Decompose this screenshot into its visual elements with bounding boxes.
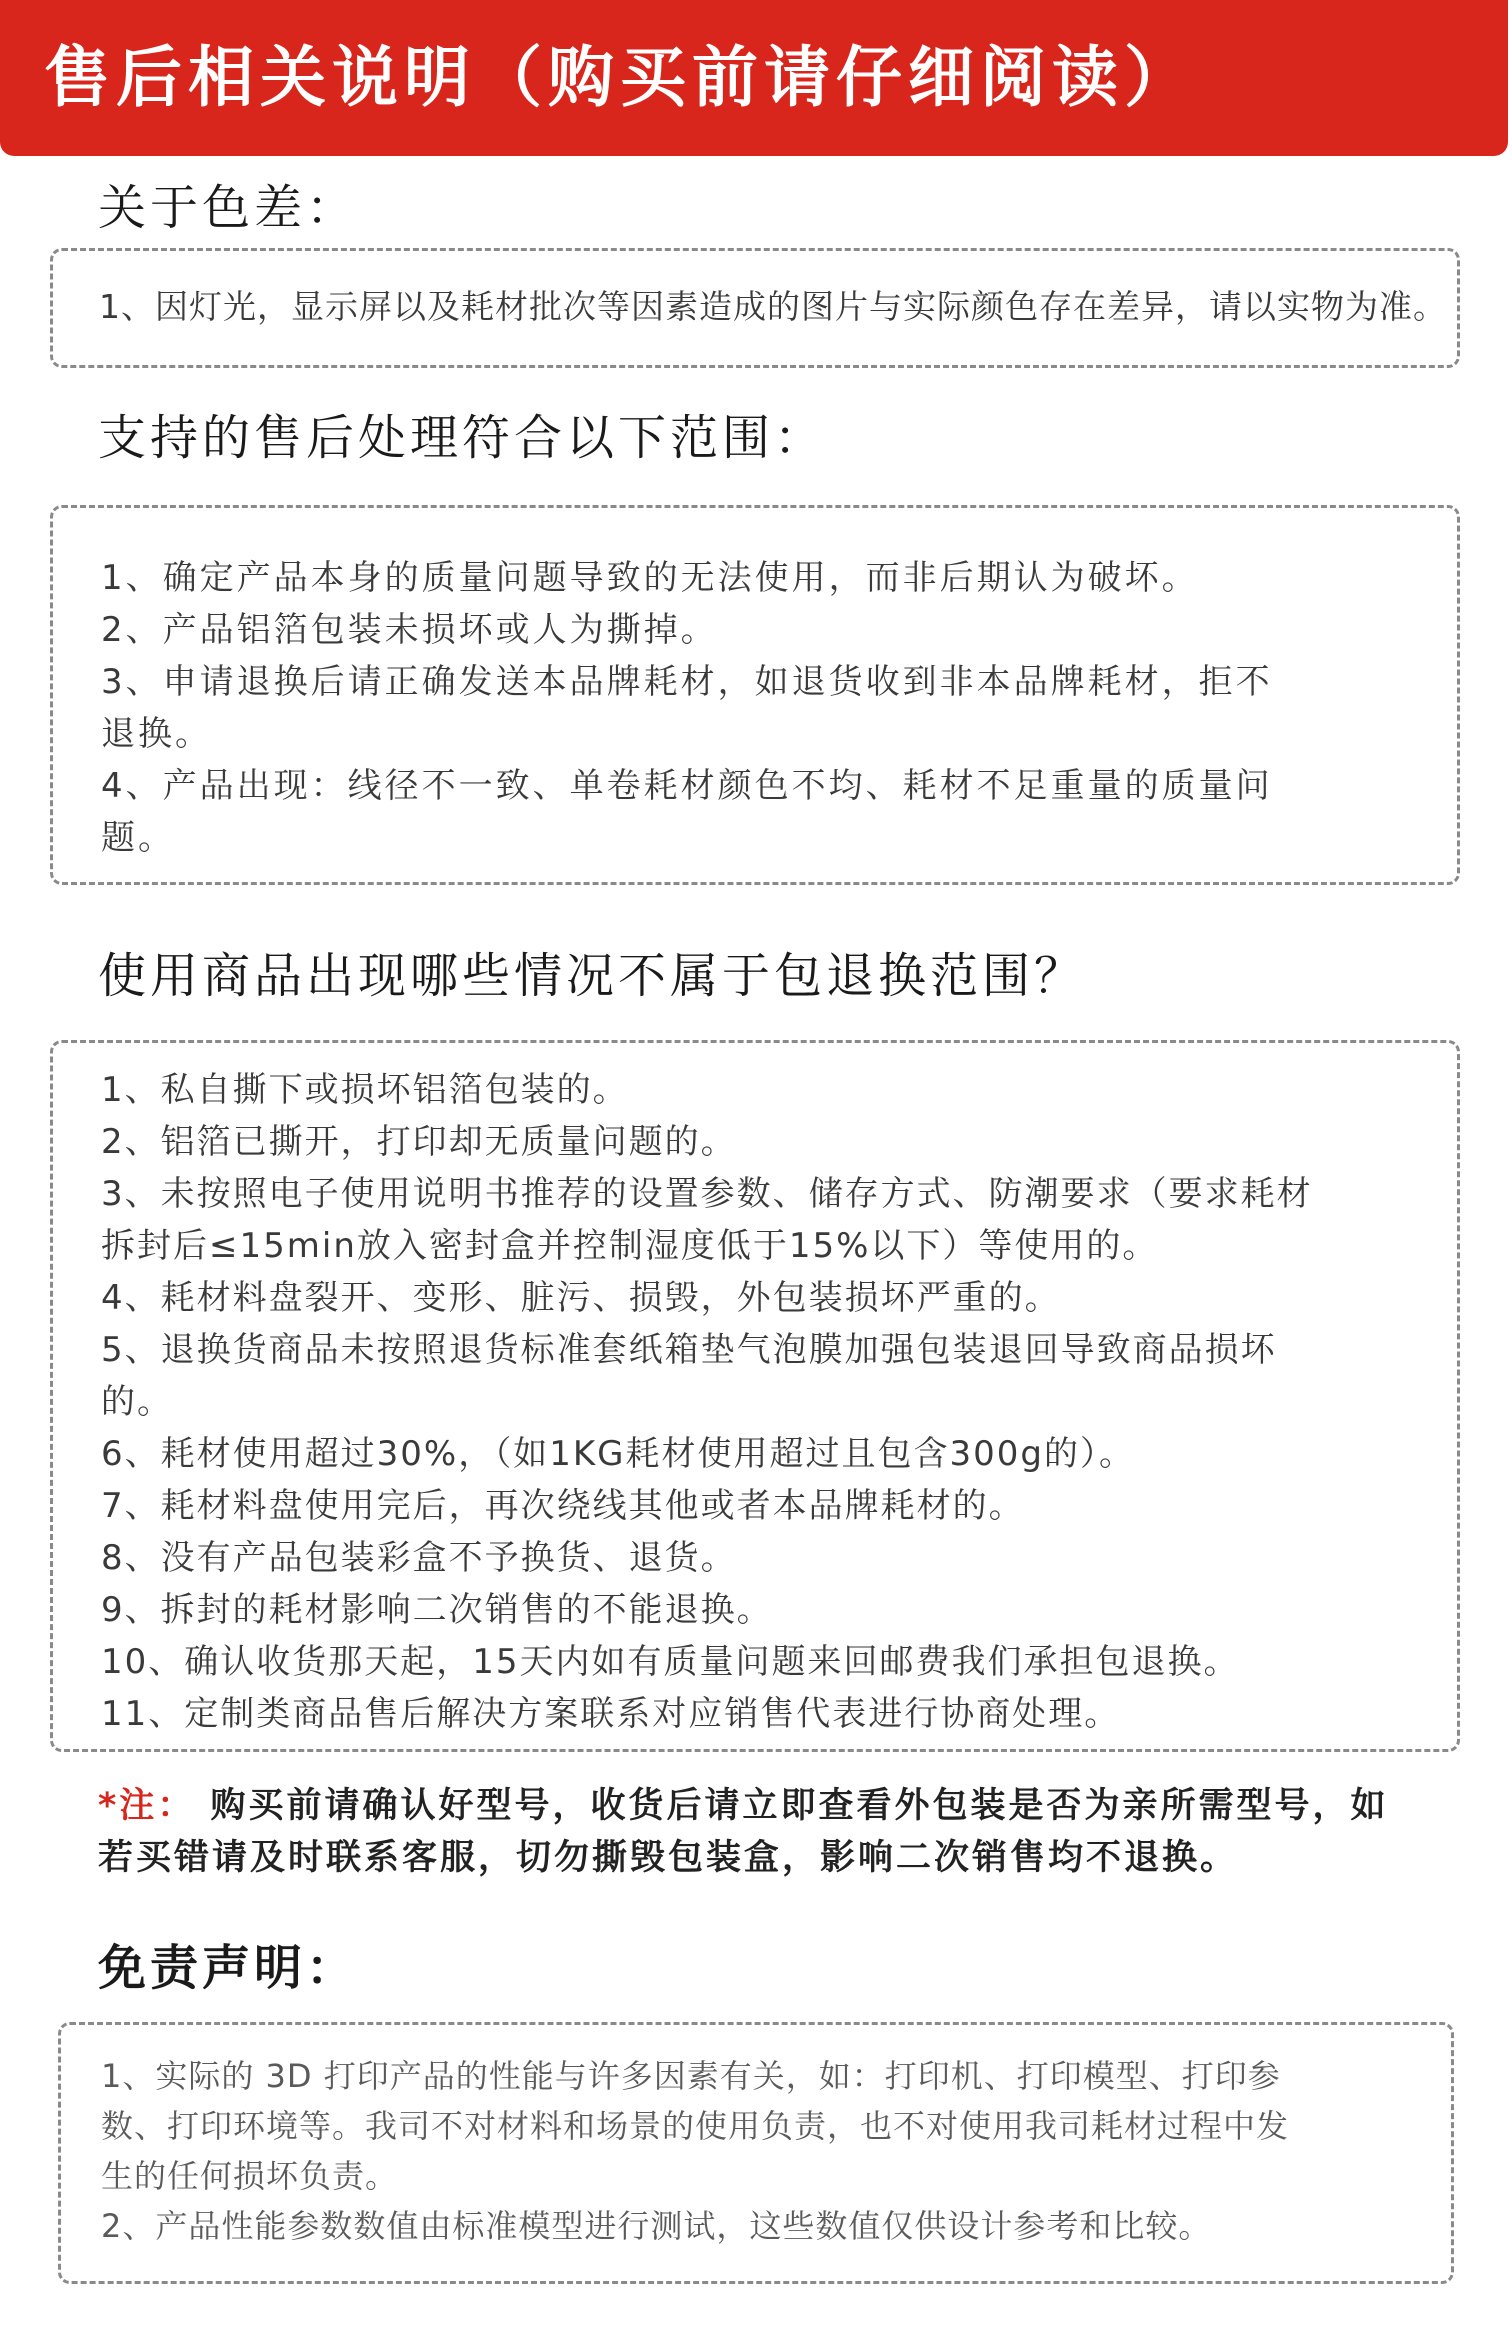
list-item: 1、私自撕下或损坏铝箔包装的。 <box>101 1070 629 1110</box>
note-text-line-1: 购买前请确认好型号，收货后请立即查看外包装是否为亲所需型号，如 <box>210 1786 1389 1826</box>
list-item: 1、确定产品本身的质量问题导致的无法使用，而非后期认为破坏。 <box>101 558 1199 598</box>
list-item: 2、铝箔已撕开，打印却无质量问题的。 <box>101 1122 737 1162</box>
list-item: 2、产品铝箔包装未损坏或人为撕掉。 <box>101 610 718 650</box>
list-item: 退换。 <box>101 714 212 754</box>
list-item: 5、退换货商品未按照退货标准套纸箱垫气泡膜加强包装退回导致商品损坏 <box>101 1330 1277 1370</box>
list-item: 3、未按照电子使用说明书推荐的设置参数、储存方式、防潮要求（要求耗材 <box>101 1174 1313 1214</box>
excluded-section-title: 使用商品出现哪些情况不属于包退换范围？ <box>98 948 1087 1004</box>
excluded-section-box <box>50 1040 1460 1752</box>
list-item: 1、因灯光，显示屏以及耗材批次等因素造成的图片与实际颜色存在差异，请以实物为准。 <box>99 287 1447 326</box>
list-item: 7、耗材料盘使用完后，再次绕线其他或者本品牌耗材的。 <box>101 1486 1025 1526</box>
header-banner <box>0 0 1508 156</box>
page-title: 售后相关说明（购买前请仔细阅读） <box>44 39 1196 116</box>
list-item: 2、产品性能参数数值由标准模型进行测试，这些数值仅供设计参考和比较。 <box>101 2207 1212 2245</box>
list-item: 10、确认收货那天起，15天内如有质量问题来回邮费我们承担包退换。 <box>101 1642 1240 1682</box>
note-text-line-2: 若买错请及时联系客服，切勿撕毁包装盒，影响二次销售均不退换。 <box>98 1838 1239 1878</box>
list-item: 8、没有产品包装彩盒不予换货、退货。 <box>101 1538 737 1578</box>
list-item: 4、耗材料盘裂开、变形、脏污、损毁，外包装损坏严重的。 <box>101 1278 1061 1318</box>
excluded-section-list <box>101 1064 1441 1740</box>
purchase-note <box>98 1780 1389 1884</box>
list-item: 3、申请退换后请正确发送本品牌耗材，如退货收到非本品牌耗材，拒不 <box>101 662 1273 702</box>
color-section-text <box>99 281 1447 333</box>
list-item: 6、耗材使用超过30%，（如1KG耗材使用超过且包含300g的）。 <box>101 1434 1135 1474</box>
color-section-title: 关于色差： <box>98 180 359 236</box>
supported-section-box <box>50 505 1460 885</box>
list-item: 生的任何损坏负责。 <box>101 2157 399 2195</box>
note-label: *注： <box>98 1786 196 1826</box>
color-section-box <box>50 248 1460 368</box>
list-item: 1、实际的 3D 打印产品的性能与许多因素有关，如：打印机、打印模型、打印参 <box>101 2057 1281 2095</box>
disclaimer-section-list <box>101 2051 1435 2251</box>
list-item: 11、定制类商品售后解决方案联系对应销售代表进行协商处理。 <box>101 1694 1121 1734</box>
list-item: 的。 <box>101 1382 173 1422</box>
list-item: 9、拆封的耗材影响二次销售的不能退换。 <box>101 1590 773 1630</box>
list-item: 数、打印环境等。我司不对材料和场景的使用负责，也不对使用我司耗材过程中发 <box>101 2107 1290 2145</box>
list-item: 4、产品出现：线径不一致、单卷耗材颜色不均、耗材不足重量的质量问 <box>101 766 1273 806</box>
disclaimer-section-box <box>58 2022 1454 2284</box>
supported-section-title: 支持的售后处理符合以下范围： <box>98 410 827 466</box>
list-item: 拆封后≤15min放入密封盒并控制湿度低于15%以下）等使用的。 <box>101 1226 1159 1266</box>
list-item: 题。 <box>101 818 175 858</box>
supported-section-list <box>101 552 1441 864</box>
disclaimer-section-title: 免责声明： <box>98 1940 359 1996</box>
